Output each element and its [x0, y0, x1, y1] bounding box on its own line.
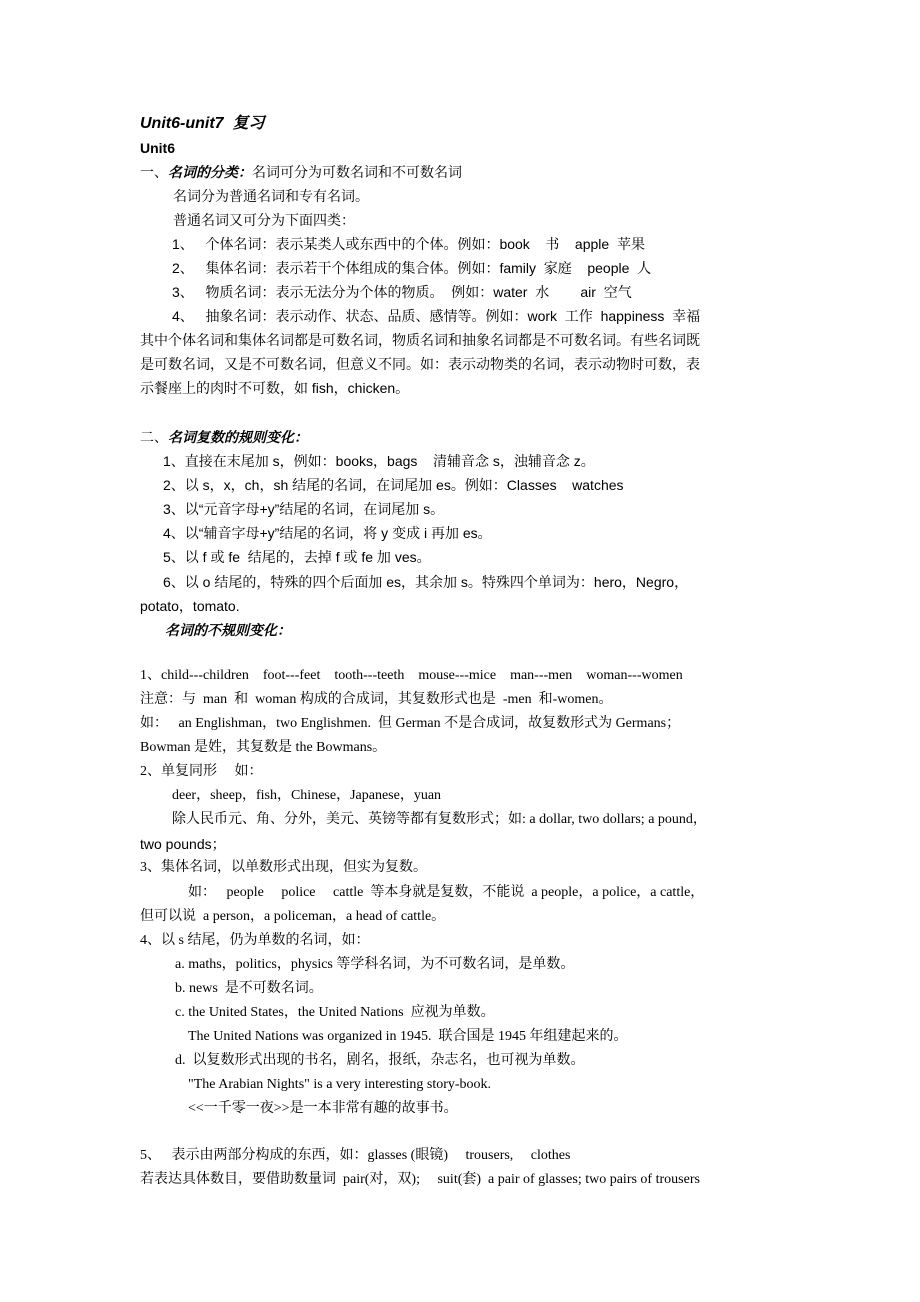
text-line	[188, 1027, 628, 1047]
line-text: 是可数名词，又是不可数名词，但意义不同。如：表示动物类的名词，表示动物时可数，表	[140, 356, 700, 372]
line-text: potato，tomato.	[140, 598, 240, 614]
text-line	[188, 883, 704, 903]
line-text: 5、 表示由两部分构成的东西，如：glasses (眼镜) trousers, clothes	[140, 1148, 571, 1163]
text-line	[173, 186, 369, 206]
text-line	[172, 786, 441, 806]
text-line	[172, 306, 700, 326]
text-line	[140, 596, 240, 616]
line-text: 1、直接在末尾加 s，例如：books，bags 清辅音念 s，浊辅音念 z。	[163, 453, 595, 469]
text-line	[140, 907, 445, 927]
line-text: 3、集体名词，以单数形式出现，但实为复数。	[140, 860, 427, 875]
line-text: d. 以复数形式出现的书名，剧名，报纸，杂志名，也可视为单数。	[175, 1053, 585, 1068]
line-text: 但可以说 a person，a policeman，a head of cattle。	[140, 909, 446, 924]
text-line	[163, 572, 688, 592]
line-text: 4、以 s 结尾，仍为单数的名词，如：	[140, 933, 370, 948]
text-line	[140, 762, 263, 782]
text-line	[172, 810, 707, 830]
text-line	[140, 1146, 570, 1166]
section-heading-line	[140, 427, 308, 447]
text-line	[140, 714, 680, 734]
line-text: a. maths，politics，physics 等学科名词，为不可数名词，是单数。	[175, 957, 575, 972]
text-line	[163, 499, 444, 519]
line-text: 示餐座上的肉时不可数，如 fish，chicken。	[140, 380, 410, 396]
emphasized-heading: 名词复数的规则变化：	[168, 429, 308, 445]
line-text: <<一千零一夜>>是一本非常有趣的故事书。	[188, 1101, 458, 1116]
section-heading-line	[165, 620, 291, 640]
text-line	[140, 858, 427, 878]
text-line	[140, 1170, 700, 1190]
line-text: 3、以“元音字母+y”结尾的名词，在词尾加 s。	[163, 501, 445, 517]
emphasized-heading: 名词的分类：	[168, 164, 252, 180]
emphasized-heading: 名词的不规则变化：	[165, 622, 291, 638]
line-text: 4、以“辅音字母+y”结尾的名词，将 y 变成 i 再加 es。	[163, 525, 492, 541]
line-text: 3、 物质名词：表示无法分为个体的物质。 例如：water 水 air 空气	[172, 284, 632, 300]
text-line	[163, 451, 595, 471]
text-line	[172, 282, 632, 302]
text-line	[173, 210, 355, 230]
line-text: 2、 集体名词：表示若干个体组成的集合体。例如：family 家庭 people 人	[172, 260, 652, 276]
line-text: 2、以 s，x，ch，sh 结尾的名词，在词尾加 es。例如：Classes watches	[163, 477, 624, 493]
text-line	[140, 690, 612, 710]
text-line	[163, 475, 624, 495]
line-text: 1、child---children foot---feet tooth---teeth mouse---mice man---men woman---women	[140, 668, 683, 683]
line-text: 注意：与 man 和 woman 构成的合成词，其复数形式也是 -men 和-women。	[140, 692, 613, 707]
text-line	[175, 955, 574, 975]
line-text: 若表达具体数目，要借助数量词 pair(对，双); suit(套) a pair of glasses; two pairs of trousers	[140, 1172, 700, 1187]
line-text: c. the United States，the United Nations 应视为单数。	[175, 1005, 495, 1020]
text-line	[172, 234, 645, 254]
line-text: two pounds；	[140, 836, 226, 852]
text-line	[140, 378, 409, 398]
line-text: 2、单复同形 如：	[140, 764, 263, 779]
unit-heading: Unit6	[140, 140, 175, 156]
text-line	[140, 738, 386, 758]
line-text: 如： an Englishman，two Englishmen. 但 German 不是合成词，故复数形式为 Germans；	[140, 716, 681, 731]
section-heading-line	[140, 162, 462, 182]
text-line	[163, 547, 431, 567]
line-text: Bowman 是姓，其复数是 the Bowmans。	[140, 740, 387, 755]
line-text: 普通名词又可分为下面四类：	[173, 212, 355, 228]
text-line	[175, 1003, 495, 1023]
line-text: 如： people police cattle 等本身就是复数，不能说 a people，a police，a cattle，	[188, 885, 705, 900]
line-text: 1、 个体名词：表示某类人或东西中的个体。例如：book 书 apple 苹果	[172, 236, 645, 252]
text-line	[140, 354, 700, 374]
line-text: 名词分为普通名词和专有名词。	[173, 188, 369, 204]
document-title: Unit6-unit7 复习	[140, 115, 265, 132]
section-number: 二、	[140, 429, 168, 445]
line-text: "The Arabian Nights" is a very interesting story-book.	[188, 1077, 492, 1092]
text-line	[140, 666, 683, 686]
line-text: The United Nations was organized in 1945. 联合国是 1945 年组建起来的。	[188, 1029, 628, 1044]
text-line	[188, 1099, 458, 1119]
text-line	[140, 931, 369, 951]
line-text: b. news 是不可数名词。	[175, 981, 323, 996]
line-text: deer，sheep，fish，Chinese，Japanese，yuan	[172, 788, 442, 803]
text-line	[175, 1051, 585, 1071]
text-line	[175, 979, 323, 999]
text-line	[163, 523, 492, 543]
text-line	[188, 1075, 491, 1095]
text-line	[172, 258, 651, 278]
line-text: 名词可分为可数名词和不可数名词	[252, 164, 462, 180]
section-number: 一、	[140, 164, 168, 180]
text-line	[140, 834, 226, 854]
line-text: 除人民币元、角、分外，美元、英镑等都有复数形式；如: a dollar, two dollars; a pound，	[172, 812, 707, 827]
line-text: 4、 抽象名词：表示动作、状态、品质、感情等。例如：work 工作 happiness 幸福	[172, 308, 701, 324]
text-line	[140, 330, 700, 350]
line-text: 5、以 f 或 fe 结尾的，去掉 f 或 fe 加 ves。	[163, 549, 431, 565]
line-text: 其中个体名词和集体名词都是可数名词，物质名词和抽象名词都是不可数名词。有些名词既	[140, 332, 700, 348]
line-text: 6、以 o 结尾的，特殊的四个后面加 es，其余加 s。特殊四个单词为：hero，Negro，	[163, 574, 689, 590]
